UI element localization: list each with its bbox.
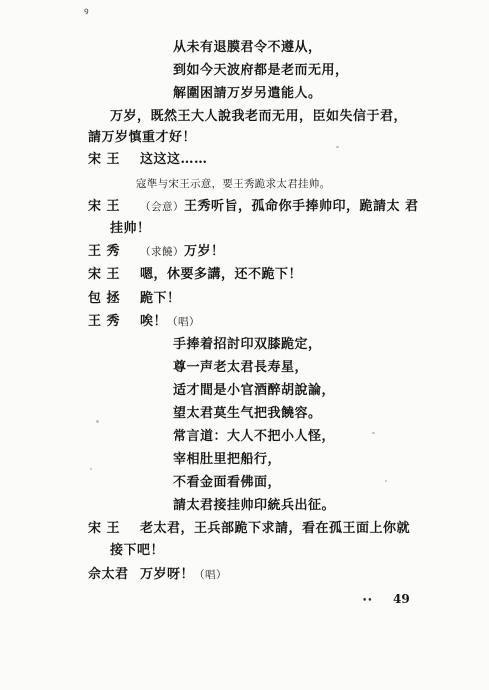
speech-text: 嗯，休要多講，还不跪下！ [140,267,303,282]
verse-line: 請太君接挂帅印統兵出征。 [173,498,336,513]
scan-speck [96,420,99,423]
dialogue-line: 請万岁慎重才好！ [88,130,197,145]
scan-speck [336,146,339,148]
verse-line: 宰相肚里把船行， [173,452,282,467]
dialogue-line: 万岁，既然王大人說我老而无用，臣如失信于君， [110,109,408,124]
verse-line: 解圍困請万岁另遣能人。 [173,86,322,101]
corner-mark: ꝰ [84,5,89,19]
scan-speck [90,468,92,470]
speech-text: 这这这…… [140,152,208,167]
page-number: 49 [393,592,410,606]
speaker-name: 王 秀 [88,244,121,259]
speaker-name: 宋 王 [88,152,121,167]
speech-text: 唉！ [140,314,168,329]
stage-note: （唱） [167,316,201,328]
speaker-name: 宋 王 [88,199,121,214]
dialogue-line [88,152,208,168]
verse-line: 不看金面看佛面， [173,475,282,490]
dialogue-line [88,291,181,307]
speaker-name: 宋 王 [88,267,121,282]
speaker-name: 宋 王 [88,521,121,536]
dialogue-line [88,199,419,215]
dialogue-line [88,267,302,283]
dialogue-line: 挂帅！ [110,221,151,236]
dialogue-line [88,244,225,260]
dialogue-line: 接下吧！ [110,543,165,558]
verse-line: 适才間是小官酒醉胡說論， [173,383,336,398]
stage-direction: 寇準与宋王示意，要王秀跪求太君挂帅。 [136,178,331,190]
speaker-name: 王 秀 [88,314,121,329]
dialogue-line [88,521,410,537]
stage-note: （求饒） [140,246,184,258]
stage-note: （会意） [140,201,184,213]
footer-marks: •• [362,596,373,606]
speech-text: 万岁呀！ [140,567,195,582]
scan-speck [372,432,375,434]
verse-line: 从未有退膜君令不遵从， [173,40,322,55]
speech-text: 老太君，王兵部跪下求請，看在孤王面上你就 [140,521,411,536]
speaker-name: 包 拯 [88,291,121,306]
speech-text: 跪下！ [140,291,181,306]
speaker-name: 佘太君 [88,567,129,582]
verse-line: 常言道：大人不把小人怪， [173,429,336,444]
verse-line: 尊一声老太君長寿星， [173,360,309,375]
dialogue-line [88,314,200,330]
verse-line: 到如今天波府都是老而无用， [173,63,349,78]
stage-note: （唱） [194,569,228,581]
dialogue-line [88,567,227,583]
verse-line: 望太君莫生气把我饒容。 [173,406,322,421]
verse-line: 手捧着招討印双膝跪定， [173,337,322,352]
speech-text: 万岁！ [184,244,225,259]
speech-text: 王秀听旨，孤命你手捧帅印，跪請太 君 [184,199,419,214]
scan-speck [385,480,387,482]
